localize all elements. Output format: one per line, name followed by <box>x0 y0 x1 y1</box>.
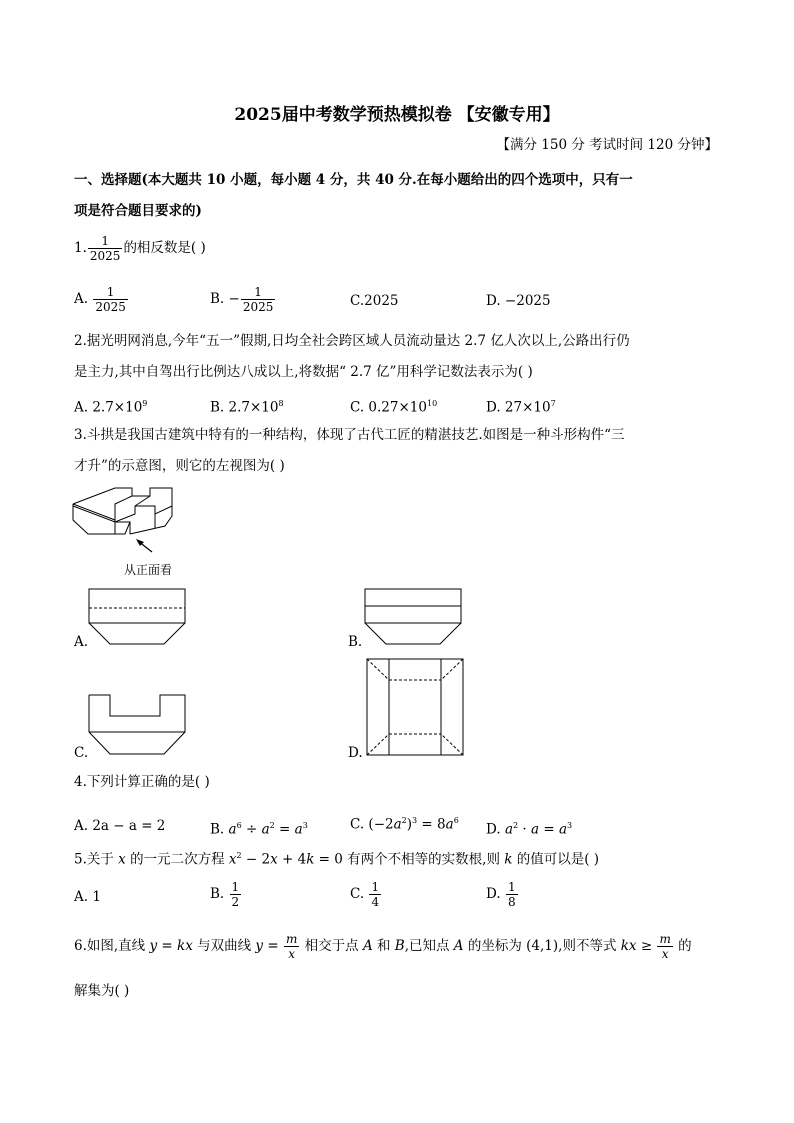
q2-option-b: B. $2.7\times 10^8$ <box>210 399 284 416</box>
q4-option-c: C. $(-2a^2)^3 = 8a^6$ <box>350 816 459 833</box>
q2-option-d: D. $27\times 10^7$ <box>486 399 556 416</box>
question-5-stem: 5.关于 x 的一元二次方程 $x^2 - 2x + 4k = 0$ 有两个不相等的实数根,则 k 的值可以是( ) <box>74 851 600 868</box>
q5-option-c: C. $\frac{1}{4}$ <box>350 880 380 909</box>
section-heading-line2: 项是符合题目要求的) <box>74 203 202 219</box>
question-1-stem: 1. $\frac{1}{2025}$ 的相反数是( ) <box>74 234 206 263</box>
q4-option-d: D. $a^2 \cdot a = a^3$ <box>486 821 573 838</box>
q2-option-c: C. $0.27\times 10^{10}$ <box>350 399 438 416</box>
q1-option-c: C.2025 <box>350 293 399 309</box>
q1-option-b: B. − $\frac{1}{2025}$ <box>210 285 274 314</box>
q1-fraction: $\frac{1}{2025}$ <box>89 234 121 263</box>
q4-option-a: A. 2a − a = 2 <box>74 818 166 834</box>
q1-option-a: A. $\frac{1}{2025}$ <box>74 285 126 314</box>
exam-meta: 【满分 150 分 考试时间 120 分钟】 <box>496 137 718 153</box>
q3-option-d-label: D. <box>348 745 363 761</box>
q3-option-b-label: B. <box>348 634 363 650</box>
page-title: 2025届中考数学预热模拟卷 【安徽专用】 <box>234 105 560 125</box>
question-6-line1: 6.如图,直线 y = kx 与双曲线 y = $\frac{m}{x}$ 相交于点 A 和 B,已知点 A 的坐标为 (4,1),则不等式 kx ≥ $\frac{m}{x}$ 的 <box>74 932 692 961</box>
q3-option-a-label: A. <box>74 634 89 650</box>
section-heading-line1: 一、选择题(本大题共 10 小题，每小题 4 分，共 40 分.在每小题给出的四个选项中，只有一 <box>74 172 633 188</box>
q3-option-b-figure <box>364 588 464 648</box>
q2-option-a: A. $2.7\times 10^9$ <box>74 399 148 416</box>
q5-option-b: B. $\frac{1}{2}$ <box>210 880 240 909</box>
question-3-line2: 才升”的示意图，则它的左视图为( ) <box>74 458 285 474</box>
q3-option-a-figure <box>88 588 188 648</box>
dougong-3d-figure <box>70 484 190 559</box>
question-4-stem: 4.下列计算正确的是( ) <box>74 774 210 790</box>
q3-option-d-figure <box>366 658 466 758</box>
q3-option-c-figure <box>88 694 188 758</box>
q1-option-d: D. −2025 <box>486 293 551 309</box>
q4-option-b: B. $a^6 \div a^2 = a^3$ <box>210 821 308 838</box>
front-view-label: 从正面看 <box>124 563 173 577</box>
q5-option-a: A. 1 <box>74 889 101 905</box>
question-6-line2: 解集为( ) <box>74 983 130 999</box>
question-3-line1: 3.斗拱是我国古建筑中特有的一种结构，体现了古代工匠的精湛技艺.如图是一种斗形构件“三 <box>74 427 625 443</box>
question-2-line1: 2.据光明网消息,今年“五一”假期,日均全社会跨区域人员流动量达 2.7 亿人次以上,公路出行仍 <box>74 333 630 349</box>
q3-option-c-label: C. <box>74 745 89 761</box>
q5-option-d: D. $\frac{1}{8}$ <box>486 880 516 909</box>
question-2-line2: 是主力,其中自驾出行比例达八成以上,将数据“ 2.7 亿”用科学记数法表示为( ) <box>74 364 533 380</box>
